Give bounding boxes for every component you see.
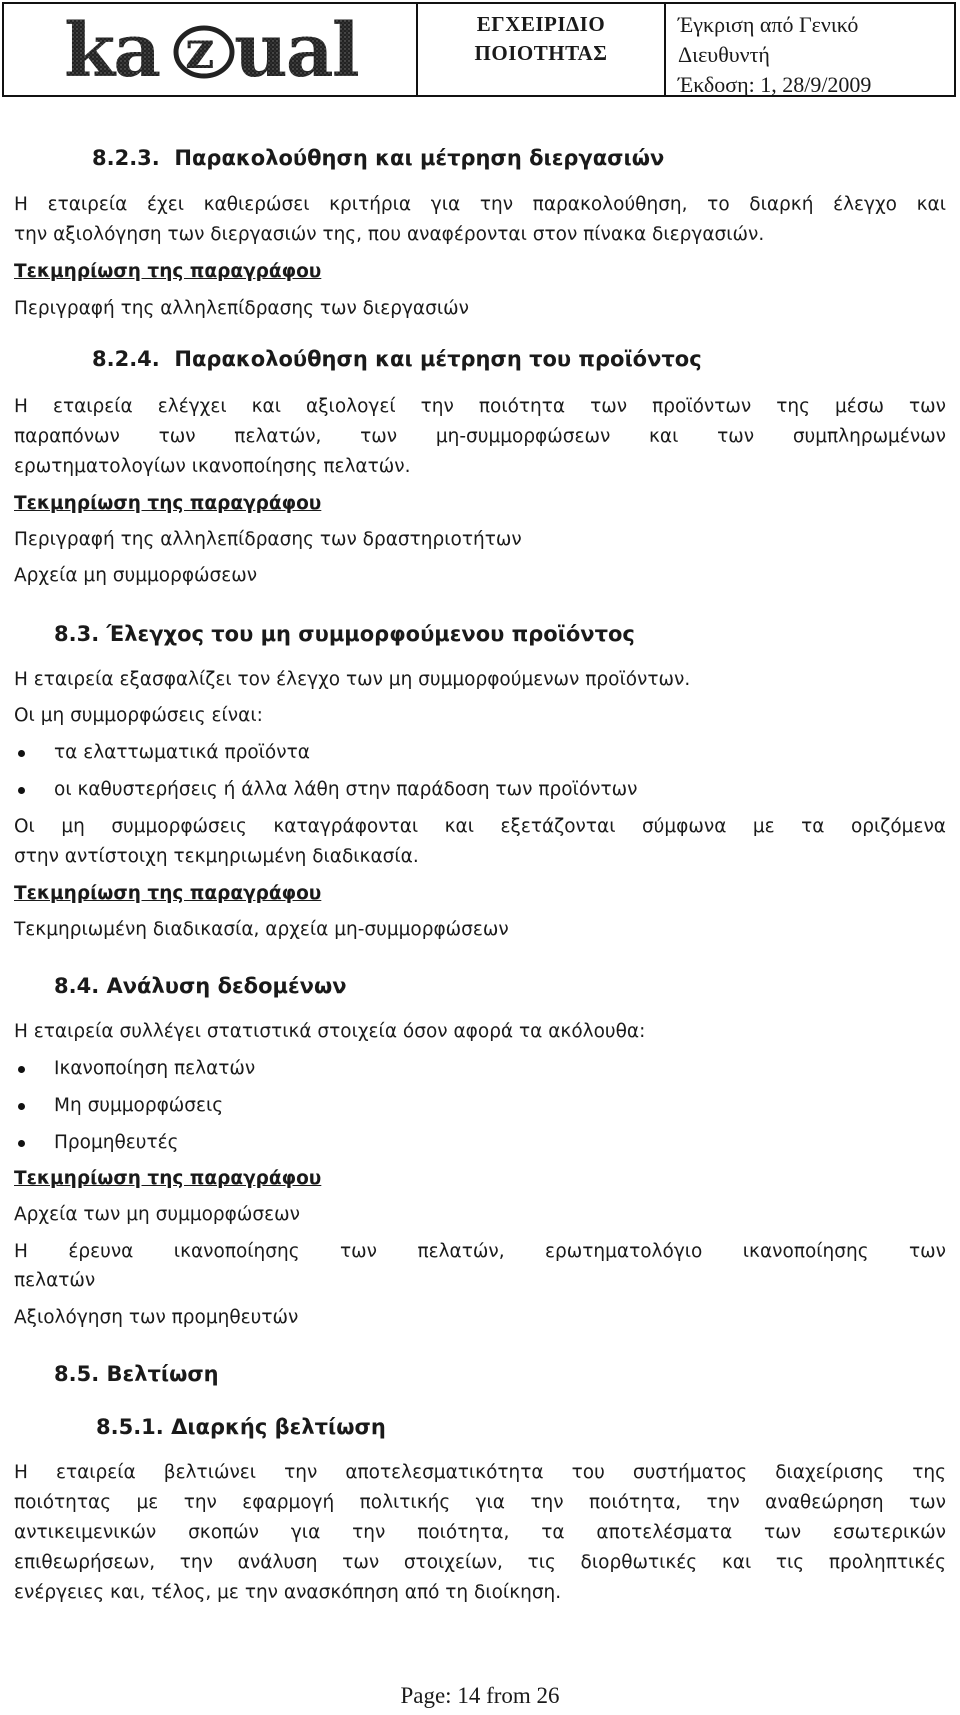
list-item: τα ελαττωματικά προϊόντα bbox=[54, 742, 310, 763]
heading-8-5-1 bbox=[96, 1414, 386, 1440]
documentation-label: Τεκμηρίωση της παραγράφου bbox=[14, 1168, 322, 1189]
heading-8-4 bbox=[54, 973, 347, 999]
section-title: Βελτίωση bbox=[106, 1362, 219, 1386]
paragraph-line: την αξιολόγηση των διεργασιών της, που αναφέρονται στον πίνακα διεργασιών. bbox=[14, 224, 765, 245]
documentation-label: Τεκμηρίωση της παραγράφου bbox=[14, 883, 322, 904]
paragraph-line: Οι μη συμμορφώσεις είναι: bbox=[14, 705, 263, 726]
section-number: 8.5. bbox=[54, 1362, 100, 1386]
documentation-item: Περιγραφή της αλληλεπίδρασης των δραστηριοτήτων bbox=[14, 529, 522, 550]
paragraph-line: ποιότητας με την εφαρμογή πολιτικής για την ποιότητα, την αναθεώρηση των bbox=[14, 1492, 946, 1513]
bullet-icon bbox=[18, 1066, 25, 1073]
bullet-icon bbox=[18, 1140, 25, 1147]
heading-8-2-4 bbox=[92, 346, 702, 372]
list-item: Προμηθευτές bbox=[54, 1132, 179, 1153]
paragraph-line: Η εταιρεία ελέγχει και αξιολογεί την ποιότητα των προϊόντων της μέσω των bbox=[14, 396, 946, 417]
manual-title-line2: ΠΟΙΟΤΗΤΑΣ bbox=[474, 41, 608, 65]
documentation-label: Τεκμηρίωση της παραγράφου bbox=[14, 261, 322, 282]
approval-info-cell bbox=[666, 4, 954, 95]
svg-text:ka: ka bbox=[64, 8, 160, 94]
heading-8-3 bbox=[54, 621, 635, 647]
approval-line1: Έγκριση από Γενικό bbox=[678, 12, 859, 37]
paragraph-line: στην αντίστοιχη τεκμηριωμένη διαδικασία. bbox=[14, 846, 419, 867]
paragraph-line: Η εταιρεία έχει καθιερώσει κριτήρια για την παρακολούθηση, το διαρκή έλεγχο και bbox=[14, 194, 946, 215]
documentation-item: Αρχεία των μη συμμορφώσεων bbox=[14, 1204, 300, 1225]
paragraph-line: αντικειμενικών σκοπών για την ποιότητα, τα αποτελέσματα των εσωτερικών bbox=[14, 1522, 946, 1543]
documentation-label: Τεκμηρίωση της παραγράφου bbox=[14, 493, 322, 514]
section-title: Έλεγχος του μη συμμορφούμενου προϊόντος bbox=[106, 622, 635, 646]
documentation-item: Αρχεία μη συμμορφώσεων bbox=[14, 565, 258, 586]
paragraph-line: Η εταιρεία συλλέγει στατιστικά στοιχεία όσον αφορά τα ακόλουθα: bbox=[14, 1021, 646, 1042]
logo-cell bbox=[4, 4, 418, 95]
paragraph-line: ενέργειες και, τέλος, με την ανασκόπηση από τη διοίκηση. bbox=[14, 1582, 562, 1603]
paragraph-line: επιθεωρήσεων, την ανάλυση των στοιχείων, τις διορθωτικές και τις προληπτικές bbox=[14, 1552, 946, 1573]
documentation-item: Η έρευνα ικανοποίησης των πελατών, ερωτηματολόγιο ικανοποίησης των bbox=[14, 1241, 946, 1262]
section-number: 8.4. bbox=[54, 974, 100, 998]
section-title: Παρακολούθηση και μέτρηση διεργασιών bbox=[174, 146, 665, 170]
paragraph-line: Η εταιρεία εξασφαλίζει τον έλεγχο των μη συμμορφούμενων προϊόντων. bbox=[14, 669, 691, 690]
list-item: Μη συμμορφώσεις bbox=[54, 1095, 224, 1116]
document-header bbox=[2, 2, 956, 97]
section-number: 8.5.1. bbox=[96, 1415, 164, 1439]
kazual-logo bbox=[4, 4, 414, 95]
documentation-item: Τεκμηριωμένη διαδικασία, αρχεία μη-συμμορφώσεων bbox=[14, 919, 509, 940]
paragraph-line: ερωτηματολογίων ικανοποίησης πελατών. bbox=[14, 456, 411, 477]
paragraph-line: παραπόνων των πελατών, των μη-συμμορφώσεων και των συμπληρωμένων bbox=[14, 426, 946, 447]
edition-info: Έκδοση: 1, 28/9/2009 bbox=[678, 72, 872, 97]
section-number: 8.2.4. bbox=[92, 347, 160, 371]
paragraph-line: Η εταιρεία βελτιώνει την αποτελεσματικότητα του συστήματος διαχείρισης της bbox=[14, 1462, 946, 1483]
documentation-item: πελατών bbox=[14, 1270, 96, 1291]
heading-8-2-3 bbox=[92, 145, 664, 171]
bullet-icon bbox=[18, 787, 25, 794]
section-number: 8.2.3. bbox=[92, 146, 160, 170]
section-title: Διαρκής βελτίωση bbox=[171, 1415, 386, 1439]
page-footer: Page: 14 from 26 bbox=[400, 1683, 560, 1708]
manual-title-cell bbox=[418, 4, 666, 95]
approval-line2: Διευθυντή bbox=[678, 42, 770, 67]
bullet-icon bbox=[18, 1103, 25, 1110]
svg-text:z: z bbox=[185, 20, 215, 81]
svg-text:ual: ual bbox=[234, 8, 358, 94]
paragraph-line: Οι μη συμμορφώσεις καταγράφονται και εξετάζονται σύμφωνα με τα οριζόμενα bbox=[14, 816, 946, 837]
documentation-item: Αξιολόγηση των προμηθευτών bbox=[14, 1307, 299, 1328]
heading-8-5 bbox=[54, 1361, 219, 1387]
section-title: Παρακολούθηση και μέτρηση του προϊόντος bbox=[174, 347, 702, 371]
documentation-item: Περιγραφή της αλληλεπίδρασης των διεργασιών bbox=[14, 298, 469, 319]
section-number: 8.3. bbox=[54, 622, 100, 646]
list-item: Ικανοποίηση πελατών bbox=[54, 1058, 256, 1079]
manual-title-line1: ΕΓΧΕΙΡΙΔΙΟ bbox=[476, 12, 606, 36]
section-title: Ανάλυση δεδομένων bbox=[106, 974, 347, 998]
bullet-icon bbox=[18, 750, 25, 757]
list-item: οι καθυστερήσεις ή άλλα λάθη στην παράδοση των προϊόντων bbox=[54, 779, 638, 800]
